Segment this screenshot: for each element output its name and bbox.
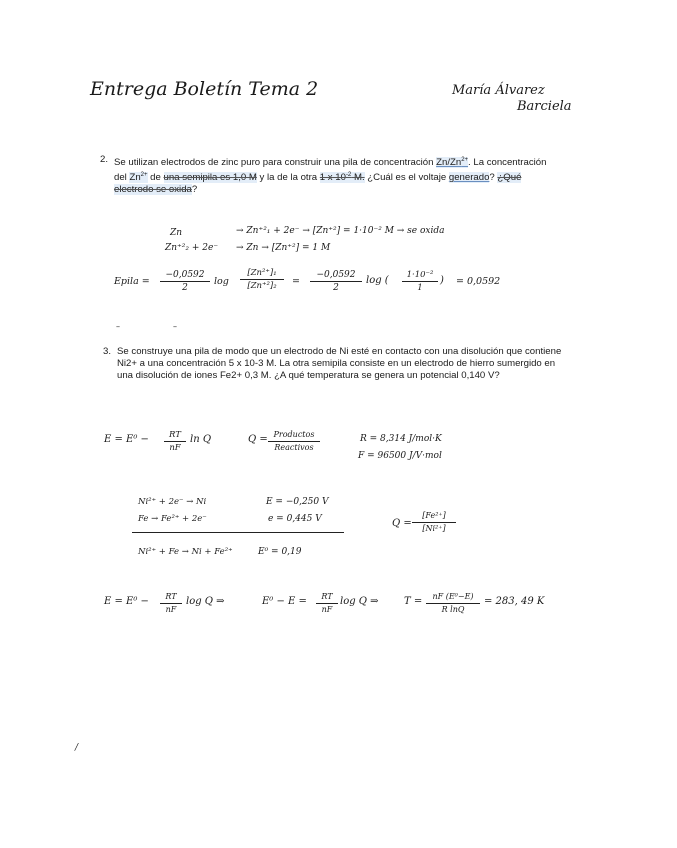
q3-constant-r: R = 8,314 J/mol·K: [360, 434, 442, 444]
q2-highlight-znzn: $Zn/Zn^{2+}$: [436, 157, 469, 169]
dash-mark: –: [116, 322, 120, 331]
author-name-line1: María Álvarez: [452, 83, 545, 98]
q3-q-definition: Q =: [248, 434, 268, 445]
q3-final-nernst: E = E⁰ −: [104, 596, 149, 607]
q2-text-part: . La concentración del: [114, 157, 547, 184]
stray-pen-mark: /: [75, 743, 79, 753]
question-3-number: 3.: [103, 346, 112, 357]
q3-constant-f: F = 96500 J/V·mol: [358, 451, 442, 461]
q3-half-reaction-1-potential: E = −0,250 V: [266, 497, 329, 507]
q2-epila-label: Epila =: [114, 276, 150, 287]
q3-half-reaction-2-potential: e = 0,445 V: [268, 514, 322, 524]
q3-sum-line: [132, 532, 344, 533]
q2-text-part: ?: [489, 172, 498, 184]
q2-equals-1: =: [292, 276, 300, 287]
q3-final-t: T =: [404, 596, 423, 607]
q3-overall-reaction: Ni²⁺ + Fe → Ni + Fe²⁺: [138, 547, 233, 557]
q2-text-part: ¿Cuál es el voltaje: [364, 172, 449, 184]
author-name-line2: Barciela: [517, 99, 572, 114]
q3-nernst-end: ln Q: [190, 434, 212, 445]
q2-highlight-oxida: ¿Qué electrodo se oxida: [114, 172, 522, 196]
question-3-text: Se construye una pila de modo que un electrodo de Ni esté en contacto con una disolución que contiene Ni2+ a una concentración 5 x 10-3 M. La otra semipila consiste en un electrodo de hierro sumergido en una disolución de iones Fe2+ 0,3 M. ¿A qué temperatura se genera un potencial 0,140 V?: [117, 346, 562, 381]
q2-fraction-2: [Zn²⁺]₁ [Zn⁺²]₂: [240, 268, 284, 291]
question-2: [100, 154, 570, 194]
question-2-text: [114, 154, 554, 196]
q3-q-expression-fraction: [Fe²⁺] [Ni²⁺]: [412, 511, 456, 534]
q3-nernst-fraction: RT nF: [164, 430, 186, 453]
question-2-number: 2.: [100, 154, 109, 165]
q2-highlight-zn: $Zn^{2+}$: [129, 172, 148, 184]
q3-final-logq-2: log Q ⇒: [340, 596, 379, 607]
q3-final-fraction-1: RT nF: [160, 592, 182, 615]
q3-half-reaction-1: Ni²⁺ + 2e⁻ → Ni: [138, 497, 207, 507]
q2-close-paren: ): [440, 275, 444, 286]
q2-text-part: ?: [191, 184, 198, 196]
q2-fraction-1: −0,0592 2: [160, 270, 210, 293]
q3-overall-potential: E⁰ = 0,19: [258, 547, 302, 557]
q2-result: = 0,0592: [456, 276, 501, 287]
q2-log-2: log (: [366, 275, 389, 286]
q3-half-reaction-2: Fe → Fe²⁺ + 2e⁻: [138, 514, 207, 524]
q3-final-fraction-3: nF (E⁰−E) R lnQ: [426, 592, 480, 615]
dash-mark: –: [173, 322, 177, 331]
q2-highlight-concentration: 1 x $10^{-2}$ M.: [319, 172, 365, 184]
q2-highlight-generado: generado: [448, 172, 490, 184]
q2-fraction-3: −0,0592 2: [310, 270, 362, 293]
q3-final-result: = 283, 49 K: [484, 596, 545, 607]
q3-final-rearranged: E⁰ − E =: [262, 596, 307, 607]
q2-reaction-1-left: Zn: [170, 228, 183, 238]
q3-q-expression: Q =: [392, 518, 412, 529]
q2-reaction-1-right: → Zn⁺²₁ + 2e⁻ → [Zn⁺²] = 1·10⁻² M → se oxida: [236, 226, 445, 236]
q2-reaction-2-right: → Zn → [Zn⁺²] = 1 M: [236, 243, 331, 253]
q3-q-definition-fraction: Productos Reactivos: [268, 430, 320, 453]
handwritten-title: Entrega Boletín Tema 2: [90, 78, 319, 100]
q2-fraction-4: 1·10⁻² 1: [402, 270, 438, 293]
q2-text-part: Se utilizan electrodos de zinc puro para construir una pila de concentración: [114, 157, 437, 169]
q3-final-logq-1: log Q ⇒: [186, 596, 225, 607]
q2-log-1: log: [214, 276, 229, 287]
q3-final-fraction-2: RT nF: [316, 592, 338, 615]
question-3: [103, 346, 573, 398]
q2-reaction-2-left: Zn⁺²₂ + 2e⁻: [165, 243, 219, 253]
q3-nernst-start: E = E⁰ −: [104, 434, 149, 445]
q2-text-part: y la de la otra: [256, 172, 320, 184]
q2-highlight-semipila: una semipila es 1,0 M: [163, 172, 257, 184]
q2-text-part: de: [147, 172, 164, 184]
